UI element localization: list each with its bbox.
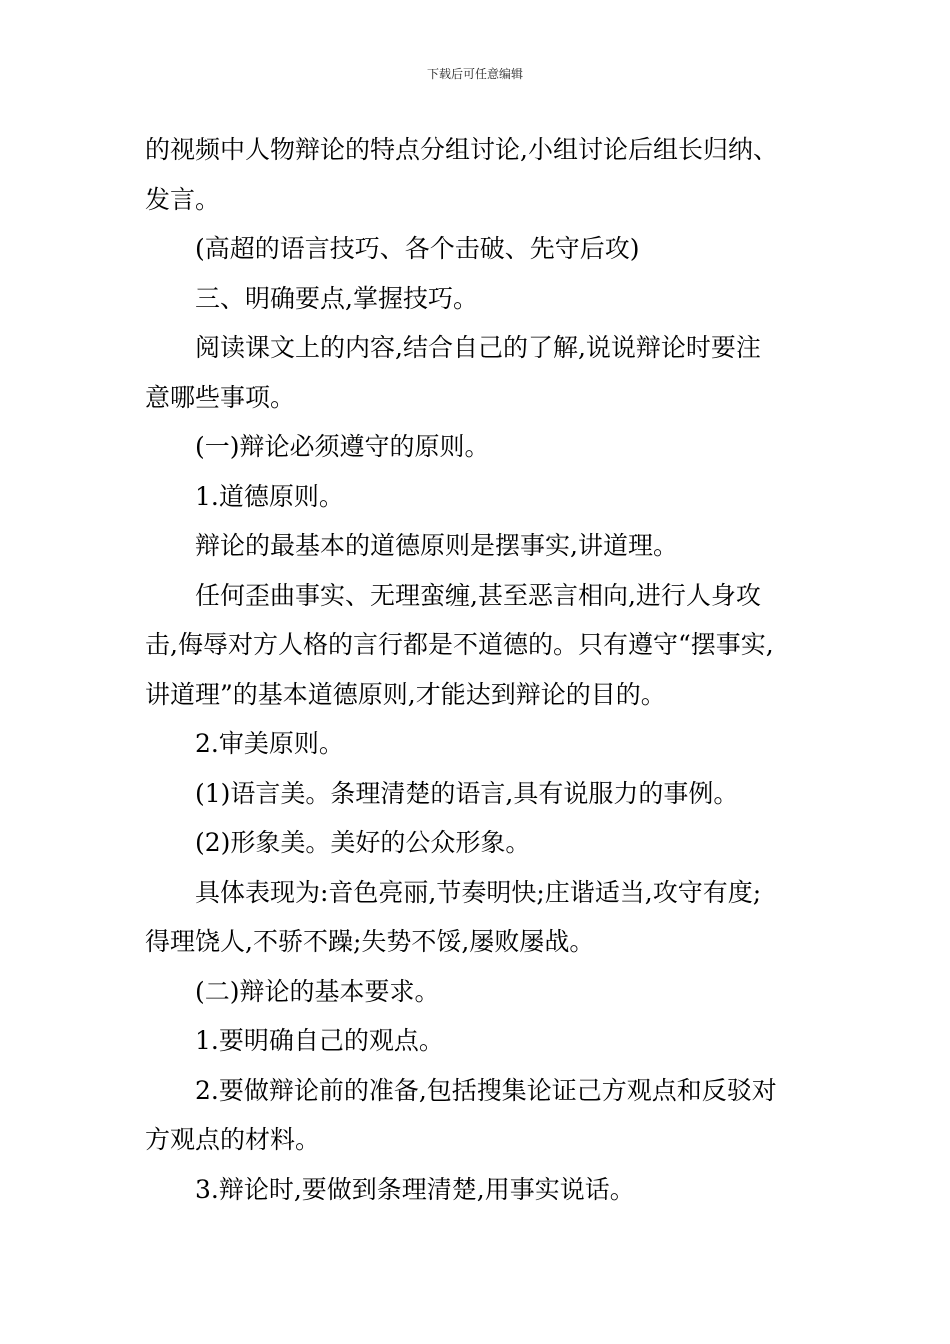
text-line: 讲道理”的基本道德原则,才能达到辩论的目的。 bbox=[145, 679, 666, 709]
subsection-heading: (二)辩论的基本要求。 bbox=[195, 976, 440, 1006]
text-line: 意哪些事项。 bbox=[145, 382, 296, 412]
text-line: 任何歪曲事实、无理蛮缠,甚至恶言相向,进行人身攻 bbox=[195, 580, 761, 610]
section-heading: 三、明确要点,掌握技巧。 bbox=[195, 283, 478, 313]
list-item: 2.审美原则。 bbox=[195, 729, 344, 758]
text-line: 得理饶人,不骄不躁;失势不馁,屡败屡战。 bbox=[145, 927, 595, 956]
text-line: 发言。 bbox=[145, 184, 221, 214]
list-item: (1)语言美。条理清楚的语言,具有说服力的事例。 bbox=[195, 778, 739, 808]
list-item: 1.道德原则。 bbox=[195, 481, 344, 511]
text-line: 击,侮辱对方人格的言行都是不道德的。只有遵守“摆事实, bbox=[145, 630, 774, 659]
text-line: 阅读课文上的内容,结合自己的了解,说说辩论时要注 bbox=[195, 333, 761, 362]
list-item: 1.要明确自己的观点。 bbox=[195, 1026, 444, 1055]
document-body bbox=[145, 125, 810, 1214]
text-line: 具体表现为:音色亮丽,节奏明快;庄谐适当,攻守有度; bbox=[195, 877, 762, 907]
subsection-heading: (一)辩论必须遵守的原则。 bbox=[195, 432, 490, 461]
page-header: 下载后可任意编辑 bbox=[426, 67, 523, 81]
list-item: 3.辩论时,要做到条理清楚,用事实说话。 bbox=[195, 1174, 635, 1204]
text-line: (高超的语言技巧、各个击破、先守后攻) bbox=[195, 234, 640, 263]
text-line: 方观点的材料。 bbox=[145, 1125, 321, 1154]
list-item: 2.要做辩论前的准备,包括搜集论证己方观点和反驳对 bbox=[195, 1075, 777, 1105]
text-line: 辩论的最基本的道德原则是摆事实,讲道理。 bbox=[195, 531, 678, 560]
text-line: 的视频中人物辩论的特点分组讨论,小组讨论后组长归纳、 bbox=[145, 135, 778, 164]
list-item: (2)形象美。美好的公众形象。 bbox=[195, 828, 531, 857]
